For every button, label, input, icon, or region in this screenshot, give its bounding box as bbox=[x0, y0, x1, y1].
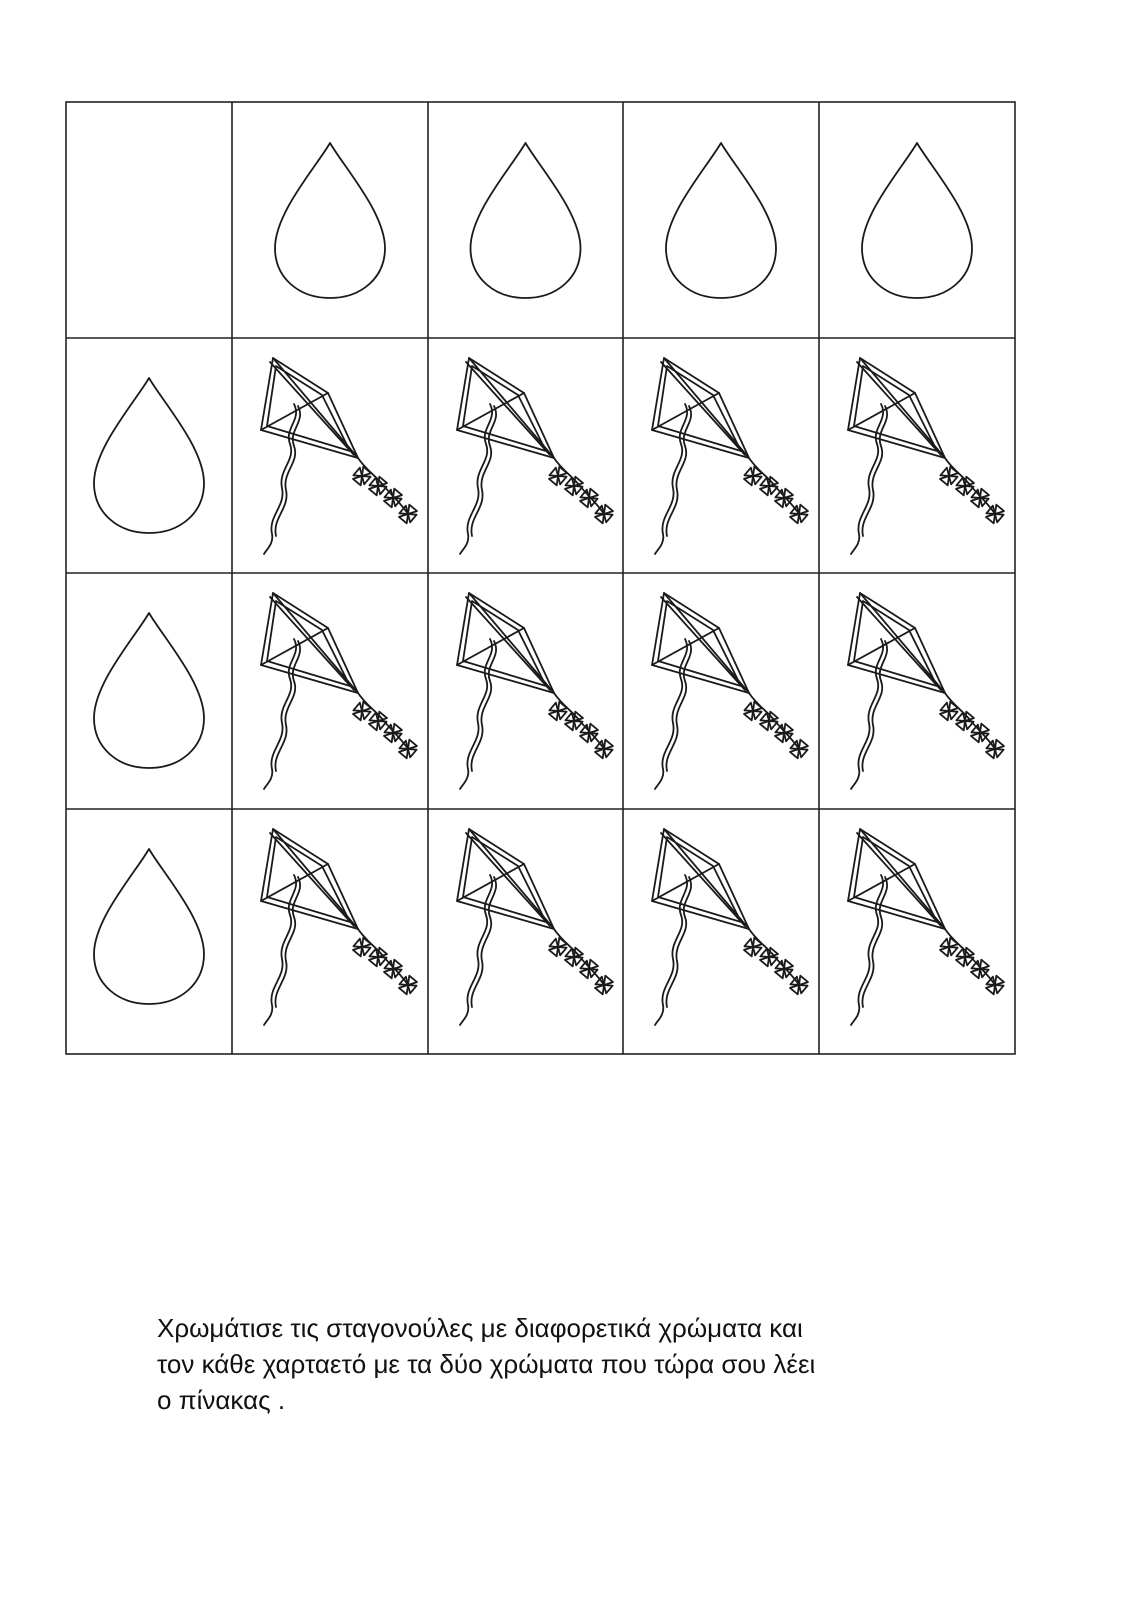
kite-icon bbox=[457, 593, 615, 789]
kite-icon bbox=[261, 829, 419, 1025]
kite-icon bbox=[652, 358, 810, 554]
row-raindrop-icon bbox=[94, 613, 204, 768]
header-raindrop-icon bbox=[275, 143, 385, 298]
kite-icon bbox=[848, 829, 1006, 1025]
header-raindrop-icon bbox=[471, 143, 581, 298]
header-raindrop-icon bbox=[666, 143, 776, 298]
kite-icon bbox=[261, 358, 419, 554]
row-raindrop-icon bbox=[94, 849, 204, 1004]
kite-icon bbox=[457, 358, 615, 554]
instructions-line-1: Χρωμάτισε τις σταγονούλες με διαφορετικά χρώματα και bbox=[157, 1313, 803, 1343]
kite-icon bbox=[261, 593, 419, 789]
instructions-text bbox=[157, 1310, 1017, 1418]
kite-icon bbox=[848, 593, 1006, 789]
kite-icon bbox=[652, 593, 810, 789]
instructions-line-2: τον κάθε χαρταετό με τα δύο χρώματα που τώρα σου λέει bbox=[157, 1349, 816, 1379]
row-raindrop-icon bbox=[94, 378, 204, 533]
kite-icon bbox=[652, 829, 810, 1025]
instructions-line-3: ο πίνακας . bbox=[157, 1385, 286, 1415]
kite-icon bbox=[848, 358, 1006, 554]
kite-icon bbox=[457, 829, 615, 1025]
table-cells bbox=[94, 143, 1006, 1025]
header-raindrop-icon bbox=[862, 143, 972, 298]
